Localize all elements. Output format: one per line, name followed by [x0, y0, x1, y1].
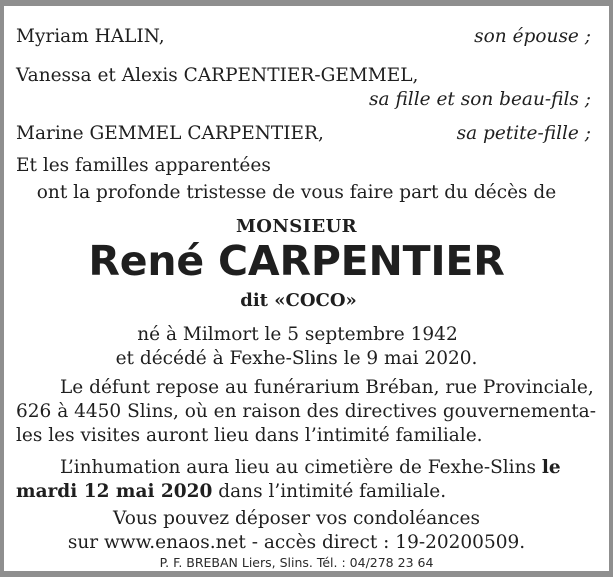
funeral-home-line-3: les les visites auront lieu dans l’intimité familiale. [16, 425, 483, 446]
condolences-line-1: Vous pouvez déposer vos condoléances [113, 508, 480, 529]
funeral-home-line-1: Le défunt repose au funérarium Bréban, rue Provinciale, [60, 377, 594, 398]
family-member-relation: sa fille et son beau-fils ; [369, 89, 591, 110]
family-member-relation: sa petite-fille ; [456, 123, 591, 144]
family-member-name: Myriam HALIN, [16, 26, 165, 47]
burial-date-bold: mardi 12 mai 2020 [16, 481, 213, 502]
title-monsieur: MONSIEUR [235, 216, 358, 237]
family-member-name: Vanessa et Alexis CARPENTIER-GEMMEL, [16, 65, 419, 86]
family-member-relation: son épouse ; [474, 26, 591, 47]
family-member-name: Marine GEMMEL CARPENTIER, [16, 123, 324, 144]
burial-date-bold: le [541, 457, 561, 478]
burial-line-2 [16, 480, 561, 504]
announcement-line: ont la profonde tristesse de vous faire part du décès de [36, 182, 557, 203]
death-line: et décédé à Fexhe-Slins le 9 mai 2020. [115, 348, 478, 369]
funeral-home-line-2: 626 à 4450 Slins, où en raison des directives gouvernementa- [16, 401, 596, 422]
obituary-notice [4, 6, 609, 571]
family-member-2 [16, 64, 591, 88]
family-member-3 [16, 122, 591, 146]
deceased-name: René CARPENTIER [88, 237, 505, 285]
condolences-line-2: sur www.enaos.net - accès direct : 19-20200509. [67, 532, 526, 553]
families-line: Et les familles apparentées [16, 155, 271, 176]
funeral-director-footer: P. F. BREBAN Liers, Slins. Tél. : 04/278 23 64 [159, 555, 434, 570]
family-member-1 [16, 25, 591, 49]
burial-text: dans l’intimité familiale. [212, 481, 447, 502]
nickname: dit «COCO» [240, 290, 357, 311]
burial-line-1 [60, 456, 605, 480]
burial-text: L’inhumation aura lieu au cimetière de Fexhe-Slins [60, 457, 542, 478]
birth-line: né à Milmort le 5 septembre 1942 [137, 324, 458, 345]
